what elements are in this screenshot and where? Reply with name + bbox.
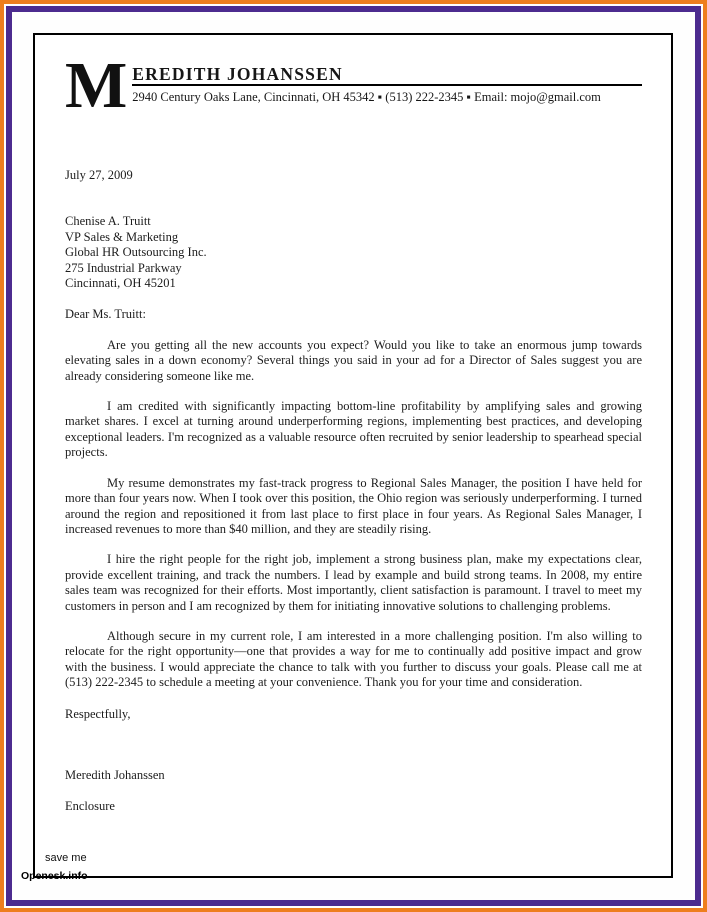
site-watermark: Openesk.info	[21, 870, 88, 882]
recipient-name: Chenise A. Truitt	[65, 214, 151, 229]
letterhead-contact-line: 2940 Century Oaks Lane, Cincinnati, OH 45342 ▪ (513) 222-2345 ▪ Email: mojo@gmail.com	[132, 90, 601, 105]
recipient-title: VP Sales & Marketing	[65, 229, 179, 244]
body-paragraph-4: I hire the right people for the right job, implement a strong business plan, make my expectations clear, provide excellent training, and track the numbers. I lead by example and build strong teams. In 2008, my entire sales team was recognized for their efforts. Most importantly, client satisfaction is paramount. I travel to meet my customers in person and I am recognized by them for initiating innovative solutions to challenging problems.	[65, 552, 642, 613]
recipient-street: 275 Industrial Parkway	[65, 260, 182, 275]
signature-name: Meredith Johanssen	[65, 767, 165, 782]
body-paragraph-3: My resume demonstrates my fast-track progress to Regional Sales Manager, the position I have held for more than four years now. When I took over this position, the Ohio region was seriously underperforming. I turned around the region and repositioned it from last place to first place in four years. As Regional Sales Manager, I increased revenues to more than $40 million, and they are steadily rising.	[65, 475, 642, 536]
recipient-city: Cincinnati, OH 45201	[65, 276, 176, 291]
save-me-label: save me	[45, 852, 87, 864]
body-paragraph-1: Are you getting all the new accounts you expect? Would you like to take an enormous jump towards elevating sales in a down economy? Several things you said in your ad for a Director of Sales suggest you are already considering someone like me.	[65, 337, 642, 383]
recipient-address-block	[65, 214, 642, 291]
letter-date: July 27, 2009	[65, 168, 133, 182]
letterhead-initial: M	[65, 49, 128, 122]
letterhead	[65, 49, 642, 122]
recipient-company: Global HR Outsourcing Inc.	[65, 245, 207, 260]
salutation: Dear Ms. Truitt:	[65, 307, 146, 322]
closing-valediction: Respectfully,	[65, 706, 131, 721]
letterhead-name: EREDITH JOHANSSEN	[132, 67, 642, 86]
letter-content	[65, 49, 642, 815]
enclosure-note: Enclosure	[65, 799, 115, 814]
body-paragraph-2: I am credited with significantly impacting bottom-line profitability by amplifying sales and growing market shares. I excel at turning around underperforming regions, implementing best practices, and developing exceptional leaders. I'm recognized as a valuable resource often recruited by senior leadership to spearhead special projects.	[65, 399, 642, 460]
letterhead-right	[132, 60, 642, 106]
body-paragraph-5: Although secure in my current role, I am interested in a more challenging position. I'm also willing to relocate for the right opportunity—one that provides a way for me to continually add positive impact and grow with the business. I would appreciate the chance to talk with you further to discuss your goals. Please call me at (513) 222-2345 to schedule a meeting at your convenience. Thank you for your time and consideration.	[65, 628, 642, 690]
